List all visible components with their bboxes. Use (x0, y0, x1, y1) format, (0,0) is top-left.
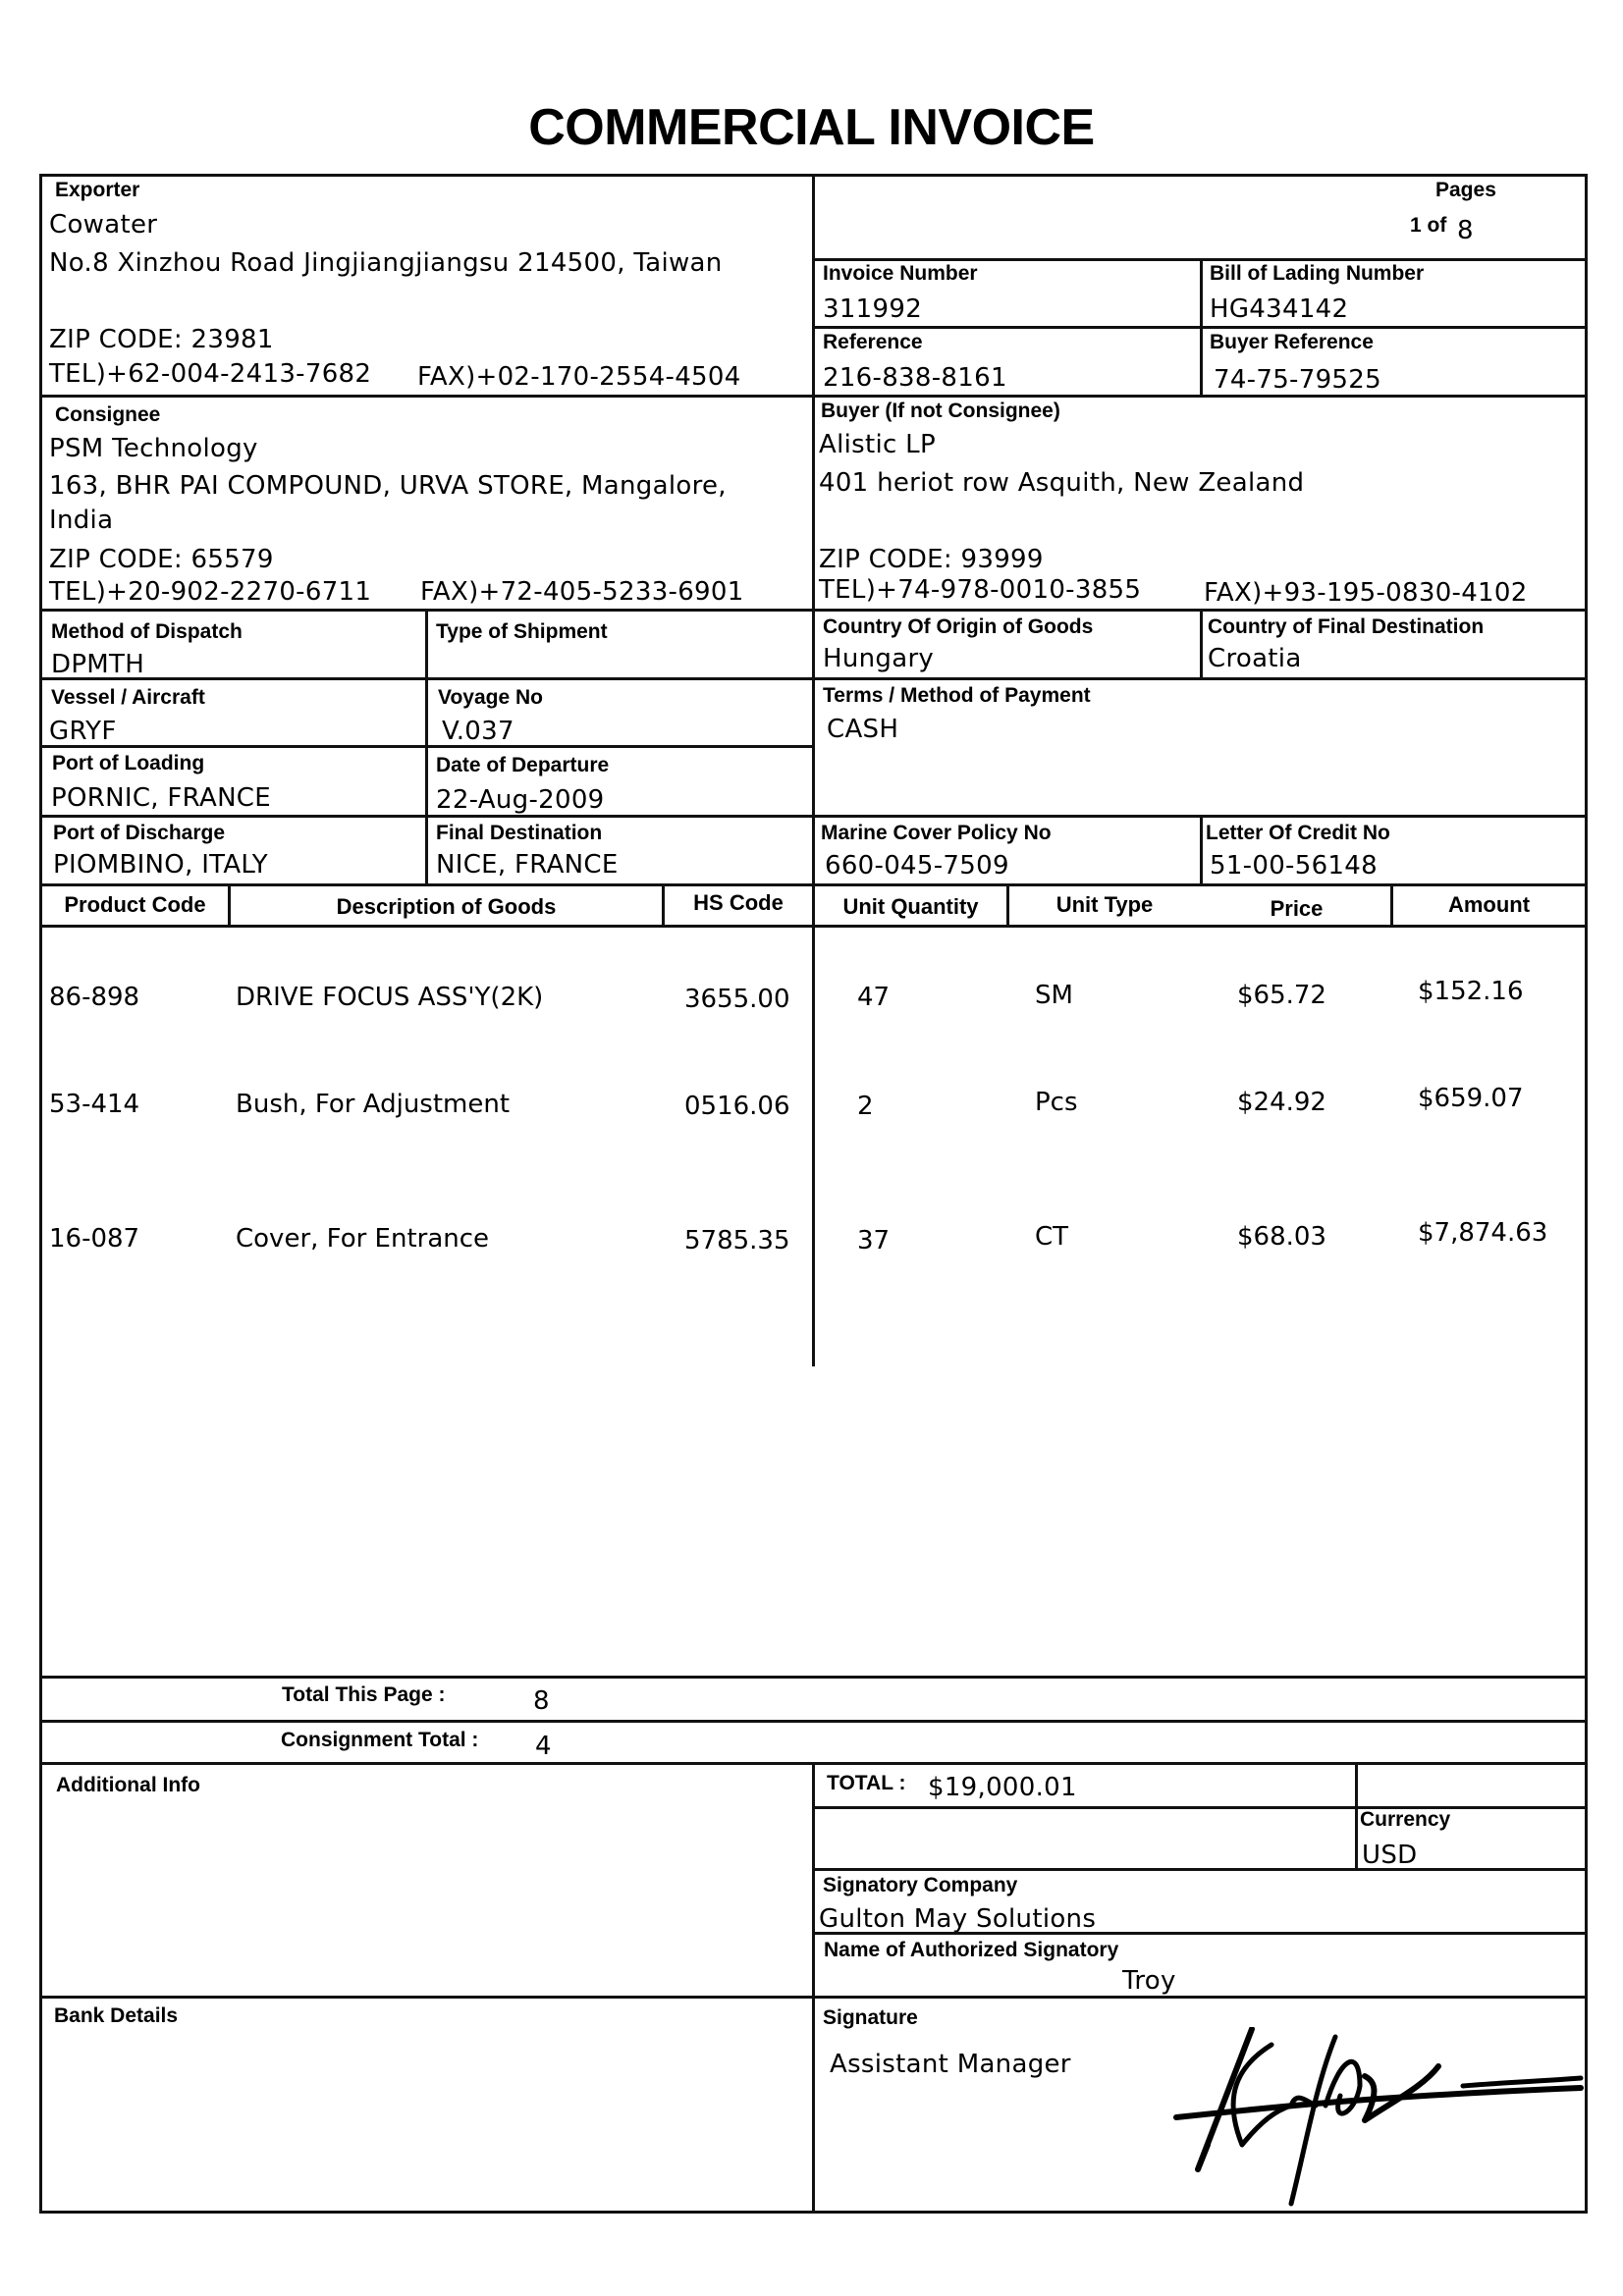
divider (1355, 1762, 1358, 1870)
amount: $152.16 (1418, 977, 1524, 1006)
unit-type: CT (1035, 1222, 1069, 1252)
bill-of-lading-label: Bill of Lading Number (1210, 262, 1425, 285)
marine-cover-policy-label: Marine Cover Policy No (821, 822, 1052, 844)
divider (812, 1762, 815, 2214)
buyer-reference-label: Buyer Reference (1210, 331, 1374, 353)
column-header-unit-quantity: Unit Quantity (842, 894, 979, 919)
buyer-reference-value: 74-75-79525 (1214, 365, 1381, 395)
voyage-no-value: V.037 (442, 717, 514, 746)
pages-prefix: 1 of (1410, 214, 1447, 237)
exporter-address: No.8 Xinzhou Road Jingjiangjiangsu 214500, Taiwan (49, 248, 723, 278)
divider (812, 1806, 1588, 1809)
hs-code: 3655.00 (684, 985, 790, 1014)
buyer-label: Buyer (If not Consignee) (821, 400, 1060, 422)
unit-quantity: 47 (857, 983, 891, 1012)
marine-cover-policy-value: 660-045-7509 (825, 851, 1009, 881)
column-header-description: Description of Goods (336, 894, 557, 919)
port-of-loading-label: Port of Loading (52, 752, 205, 774)
port-of-discharge-label: Port of Discharge (53, 822, 226, 844)
column-header-hs-code: HS Code (693, 890, 784, 915)
exporter-zip: ZIP CODE: 23981 (49, 325, 274, 354)
consignee-zip: ZIP CODE: 65579 (49, 545, 274, 574)
exporter-fax: FAX)+02-170-2554-4504 (417, 362, 741, 392)
description: Bush, For Adjustment (236, 1090, 511, 1119)
unit-quantity: 37 (857, 1226, 891, 1255)
pages-total: 8 (1457, 216, 1474, 245)
signatory-title: Assistant Manager (830, 2050, 1071, 2079)
column-header-price: Price (1270, 896, 1324, 921)
divider (39, 883, 1588, 886)
buyer-tel: TEL)+74-978-0010-3855 (819, 575, 1142, 605)
invoice-number-label: Invoice Number (823, 262, 978, 285)
port-of-loading-value: PORNIC, FRANCE (51, 783, 271, 813)
letter-of-credit-label: Letter Of Credit No (1206, 822, 1390, 844)
method-of-dispatch-label: Method of Dispatch (51, 620, 243, 643)
price: $24.92 (1237, 1088, 1326, 1117)
divider (812, 1868, 1588, 1871)
total-this-page-label: Total This Page : (282, 1683, 446, 1706)
invoice-number-value: 311992 (823, 294, 923, 324)
column-header-product-code: Product Code (64, 892, 206, 917)
description: Cover, For Entrance (236, 1224, 490, 1254)
divider (39, 609, 1588, 612)
buyer-address: 401 heriot row Asquith, New Zealand (819, 468, 1305, 498)
divider (1200, 258, 1203, 396)
authorized-signatory-label: Name of Authorized Signatory (824, 1939, 1119, 1961)
type-of-shipment-label: Type of Shipment (436, 620, 608, 643)
consignee-tel: TEL)+20-902-2270-6711 (49, 577, 372, 607)
date-of-departure-label: Date of Departure (436, 754, 610, 776)
terms-payment-label: Terms / Method of Payment (823, 684, 1091, 707)
exporter-name: Cowater (49, 210, 158, 240)
additional-info-label: Additional Info (56, 1774, 200, 1796)
currency-value: USD (1362, 1841, 1418, 1870)
price: $65.72 (1237, 981, 1326, 1010)
hs-code: 0516.06 (684, 1092, 790, 1121)
consignee-fax: FAX)+72-405-5233-6901 (420, 577, 744, 607)
amount: $659.07 (1418, 1084, 1524, 1113)
terms-payment-value: CASH (827, 715, 899, 744)
consignee-label: Consignee (55, 403, 161, 426)
unit-quantity: 2 (857, 1092, 874, 1121)
reference-value: 216-838-8161 (823, 363, 1007, 393)
date-of-departure-value: 22-Aug-2009 (436, 785, 605, 815)
letter-of-credit-value: 51-00-56148 (1210, 851, 1378, 881)
buyer-zip: ZIP CODE: 93999 (819, 545, 1044, 574)
total-this-page-value: 8 (533, 1686, 550, 1716)
authorized-signatory-value: Troy (1122, 1966, 1176, 1996)
buyer-fax: FAX)+93-195-0830-4102 (1204, 578, 1528, 608)
bank-details-label: Bank Details (54, 2004, 179, 2027)
divider (1200, 815, 1203, 885)
bill-of-lading-value: HG434142 (1210, 294, 1349, 324)
divider (39, 677, 1588, 680)
page-title: COMMERCIAL INVOICE (528, 99, 1095, 156)
divider (39, 815, 1588, 818)
handwritten-signature-icon (1168, 2027, 1591, 2218)
divider (1200, 609, 1203, 677)
pages-label: Pages (1435, 179, 1496, 201)
product-code: 53-414 (49, 1090, 140, 1119)
divider (39, 395, 1588, 398)
final-destination-label: Final Destination (436, 822, 603, 844)
divider (39, 1720, 1588, 1723)
price: $68.03 (1237, 1222, 1326, 1252)
divider (39, 1996, 1588, 1999)
divider (39, 745, 815, 748)
product-code: 16-087 (49, 1224, 140, 1254)
consignee-address-line2: India (49, 506, 114, 535)
consignment-total-label: Consignment Total : (281, 1729, 479, 1751)
signatory-company-label: Signatory Company (823, 1874, 1018, 1896)
description: DRIVE FOCUS ASS'Y(2K) (236, 983, 544, 1012)
exporter-label: Exporter (55, 179, 140, 201)
column-header-unit-type: Unit Type (1055, 892, 1154, 917)
hs-code: 5785.35 (684, 1226, 790, 1255)
divider (39, 925, 1588, 928)
reference-label: Reference (823, 331, 923, 353)
country-of-origin-value: Hungary (823, 644, 935, 673)
product-code: 86-898 (49, 983, 140, 1012)
unit-type: SM (1035, 981, 1073, 1010)
divider (812, 174, 815, 1366)
vessel-aircraft-label: Vessel / Aircraft (51, 686, 205, 709)
signature-label: Signature (823, 2006, 918, 2029)
total-label: TOTAL : (827, 1772, 906, 1794)
buyer-name: Alistic LP (819, 430, 936, 459)
consignee-address-line1: 163, BHR PAI COMPOUND, URVA STORE, Mangalore, (49, 471, 727, 501)
vessel-aircraft-value: GRYF (49, 717, 117, 746)
consignment-total-value: 4 (535, 1732, 552, 1761)
country-of-origin-label: Country Of Origin of Goods (823, 615, 1094, 638)
country-of-final-destination-value: Croatia (1208, 644, 1302, 673)
total-value: $19,000.01 (928, 1773, 1077, 1802)
consignee-name: PSM Technology (49, 434, 258, 463)
method-of-dispatch-value: DPMTH (51, 650, 145, 679)
amount: $7,874.63 (1418, 1218, 1548, 1248)
exporter-tel: TEL)+62-004-2413-7682 (49, 359, 372, 389)
currency-label: Currency (1360, 1808, 1451, 1831)
country-of-final-destination-label: Country of Final Destination (1208, 615, 1485, 638)
divider (39, 1676, 1588, 1679)
port-of-discharge-value: PIOMBINO, ITALY (53, 850, 268, 880)
voyage-no-label: Voyage No (438, 686, 543, 709)
unit-type: Pcs (1035, 1088, 1078, 1117)
column-header-amount: Amount (1447, 892, 1531, 917)
final-destination-value: NICE, FRANCE (436, 850, 619, 880)
signatory-company-value: Gulton May Solutions (819, 1904, 1097, 1934)
